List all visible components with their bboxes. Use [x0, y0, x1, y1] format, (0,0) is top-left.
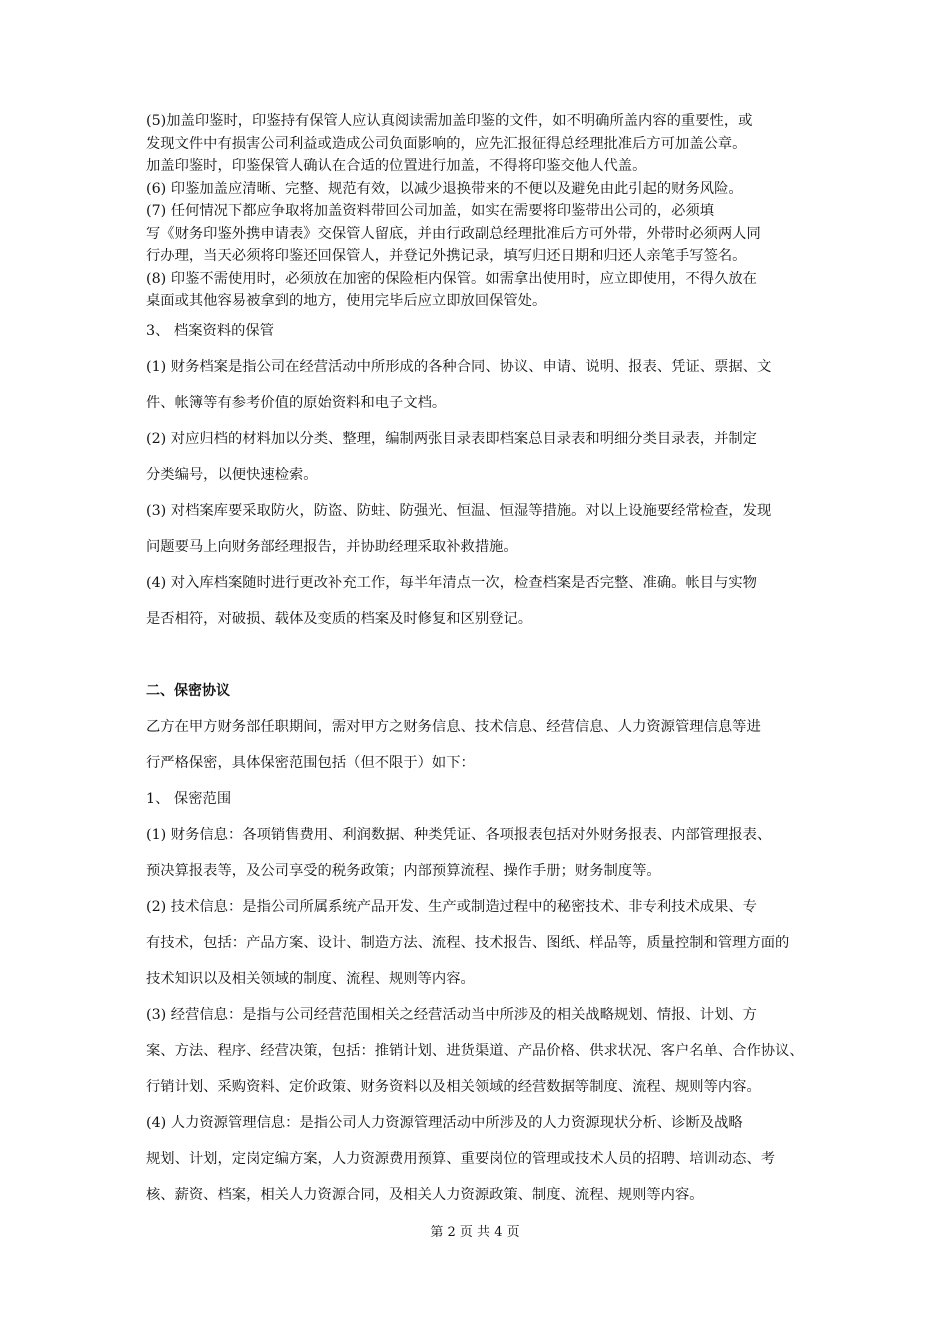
part-heading-confidentiality: 二、保密协议 [146, 682, 230, 699]
page-number-footer: 第 2 页 共 4 页 [430, 1225, 520, 1240]
archive-item-2: (2) 对应归档的材料加以分类、整理，编制两张目录表即档案总目录表和明细分类目录表，并制定 分类编号，以便快速检索。 [146, 430, 757, 483]
paragraph-item-6: (6) 印鉴加盖应清晰、完整、规范有效，以减少退换带来的不便以及避免由此引起的财务风险。 [146, 180, 743, 197]
paragraph-item-7: (7) 任何情况下都应争取将加盖资料带回公司加盖，如实在需要将印鉴带出公司的，必须填 写《财务印鉴外携申请表》交保管人留底，并由行政副总经理批准后方可外带，外带时必须两人同 行办理，当天必须将印鉴还回保管人，并登记外携记录，填写归还日期和归还人亲笔手写签名。 [146, 203, 761, 264]
scope-item-hr: (4) 人力资源管理信息：是指公司人力资源管理活动中所涉及的人力资源现状分析、诊断及战略 规划、计划，定岗定编方案，人力资源费用预算、重要岗位的管理或技术人员的招聘、培训动态、考 核、薪资、档案，相关人力资源合同，及相关人力资源政策、制度、流程、规则等内容。 [146, 1114, 776, 1203]
archive-rules-list [146, 349, 806, 637]
spacer [146, 637, 806, 673]
confidentiality-intro: 乙方在甲方财务部任职期间，需对甲方之财务信息、技术信息、经营信息、人力资源管理信息等进 行严格保密，具体保密范围包括（但不限于）如下： [146, 718, 761, 771]
scope-item-technical: (2) 技术信息：是指公司所属系统产品开发、生产或制造过程中的秘密技术、非专利技术成果、专 有技术，包括：产品方案、设计、制造方法、流程、技术报告、图纸、样品等，质量控制和管理方面的 技术知识以及相关领域的制度、流程、规则等内容。 [146, 898, 790, 987]
scope-item-business: (3) 经营信息：是指与公司经营范围相关之经营活动当中所涉及的相关战略规划、情报、计划、方 案、方法、程序、经营决策，包括：推销计划、进货渠道、产品价格、供求状况、客户名单、合作协议、 行销计划、采购资料、定价政策、财务资料以及相关领域的经营数据等制度、流程、规则等内容。 [146, 1006, 804, 1095]
paragraph-item-8: (8) 印鉴不需使用时，必须放在加密的保险柜内保管。如需拿出使用时，应立即使用，不得久放在 桌面或其他容易被拿到的地方，使用完毕后应立即放回保管处。 [146, 270, 757, 309]
scope-item-financial: (1) 财务信息：各项销售费用、利润数据、种类凭证、各项报表包括对外财务报表、内部管理报表、 预决算报表等，及公司享受的税务政策；内部预算流程、操作手册；财务制度等。 [146, 826, 772, 879]
archive-item-3: (3) 对档案库要采取防火，防盗、防蛀、防强光、恒温、恒湿等措施。对以上设施要经常检查，发现 问题要马上向财务部经理报告，并协助经理采取补救措施。 [146, 502, 772, 555]
section-heading-scope: 1、 保密范围 [146, 790, 232, 807]
section-heading-archive: 3、 档案资料的保管 [146, 322, 275, 339]
archive-item-4: (4) 对入库档案随时进行更改补充工作，每半年清点一次，检查档案是否完整、准确。帐目与实物 是否相符，对破损、载体及变质的档案及时修复和区别登记。 [146, 574, 757, 627]
page-content [146, 110, 806, 1213]
paragraph-item-5: (5)加盖印鉴时，印鉴持有保管人应认真阅读需加盖印鉴的文件，如不明确所盖内容的重要性，或 发现文件中有损害公司利益或造成公司负面影响的，应先汇报征得总经理批准后方可加盖公章。 加盖印鉴时，印鉴保管人确认在合适的位置进行加盖，不得将印鉴交他人代盖。 [146, 113, 753, 174]
archive-item-1: (1) 财务档案是指公司在经营活动中所形成的各种合同、协议、申请、说明、报表、凭证、票据、文 件、帐簿等有参考价值的原始资料和电子文档。 [146, 358, 772, 411]
seal-rules-list [146, 110, 806, 313]
scope-list [146, 817, 806, 1213]
